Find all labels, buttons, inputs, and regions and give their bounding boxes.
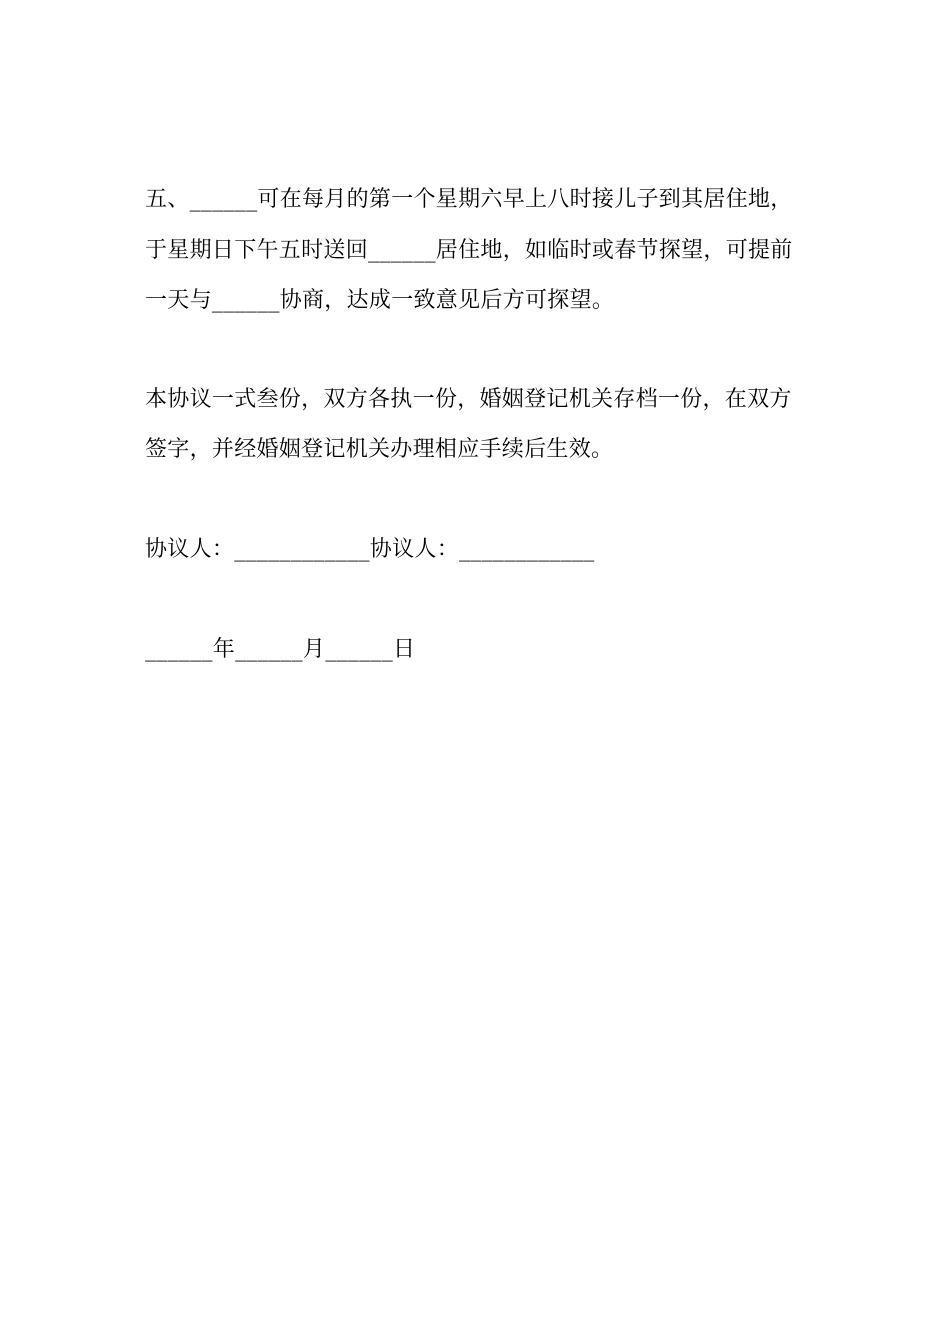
copies-clause-line-1: 本协议一式叁份，双方各执一份，婚姻登记机关存档一份，在双方 (145, 387, 792, 412)
copies-clause-line-2: 签字，并经婚姻登记机关办理相应手续后生效。 (145, 437, 614, 462)
clause-five-line-2: 于星期日下午五时送回______居住地，如临时或春节探望，可提前 (145, 238, 793, 263)
signature-line: 协议人：____________协议人：____________ (145, 537, 595, 562)
clause-five-line-3: 一天与______协商，达成一致意见后方可探望。 (145, 288, 615, 313)
date-line: ______年______月______日 (145, 637, 416, 662)
clause-five-line-1: 五、______可在每月的第一个星期六早上八时接儿子到其居住地， (145, 187, 793, 212)
